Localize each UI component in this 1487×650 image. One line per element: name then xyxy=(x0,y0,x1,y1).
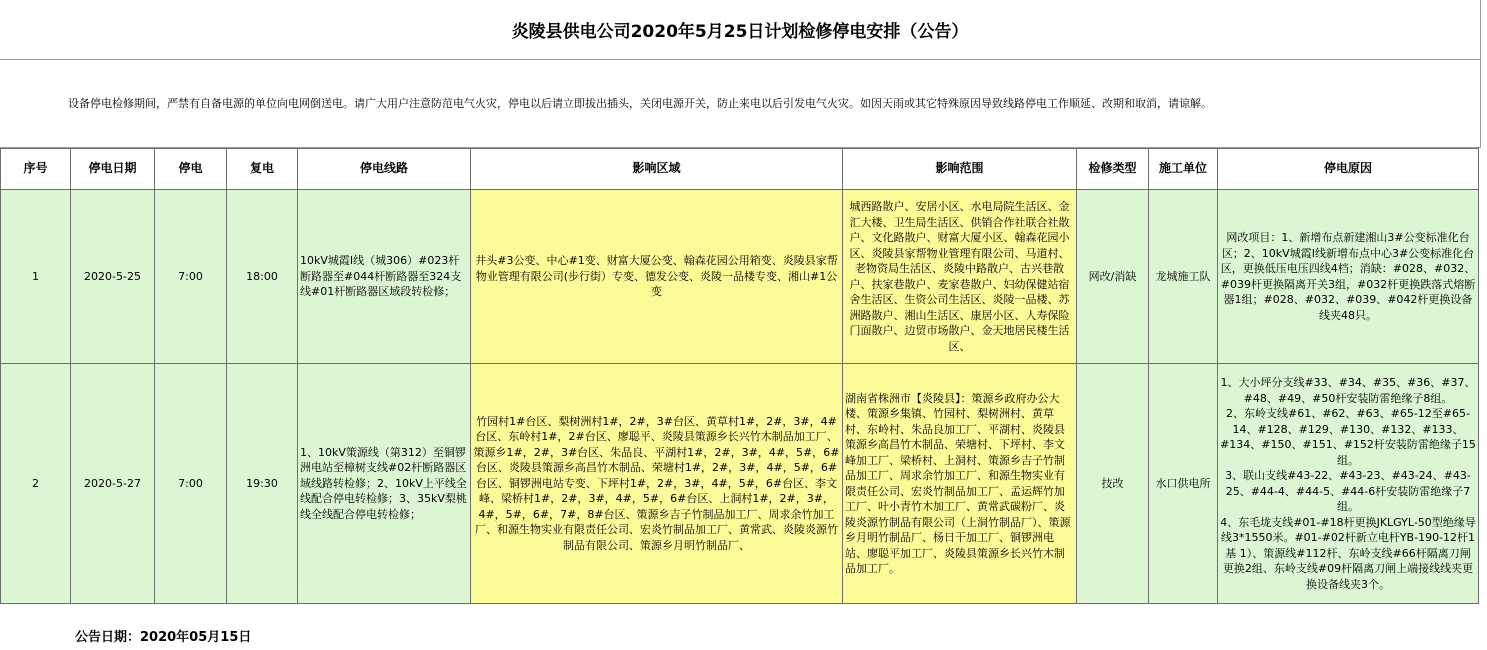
cell-line: 1、10kV策源线（第312）至铜锣洲电站至樟树支线#02杆断路器区域线路转检修；2、10kV上平线全线配合停电转检修；3、35kV梨桃线全线配合停电转检修； xyxy=(298,364,471,604)
header-on: 复电 xyxy=(227,149,298,190)
cell-unit: 龙城施工队 xyxy=(1149,190,1218,364)
cell-reason: 网改项目：1、新增布点新建湘山3#公变标准化台区；2、10kV城霞I线新增布点中心3#公变标准化台区，更换低压电压四线4档；消缺：#028、#032、#039杆更换隔离开关3组，#032杆更换跌落式熔断器1组；#028、#032、#039、#042杆更换设备线夹48只。 xyxy=(1218,190,1479,364)
cell-date: 2020-5-27 xyxy=(71,364,155,604)
header-date: 停电日期 xyxy=(71,149,155,190)
cell-type: 技改 xyxy=(1077,364,1149,604)
cell-scope: 湖南省株洲市【炎陵县】：策源乡政府办公大楼、策源乡集镇、竹园村、梨树洲村、黄草村、东岭村、朱品良加工厂、平湖村、炎陵县策源乡高昌竹木制品、荣塘村、下坪村、李文峰加工厂、梁桥村、上洞村、策源乡吉子竹制品加工厂、周求余竹加工厂、和源生物实业有限责任公司、宏炎竹制品加工厂、孟运辉竹加工厂、叶小青竹木加工厂、黄常武碳粉厂、炎陵炎源竹制品有限公司（上洞竹制品厂）、策源乡月明竹制品厂、杨日干加工厂、铜锣洲电站、廖聪平加工厂、炎陵县策源乡长兴竹木制品加工厂。 xyxy=(843,364,1077,604)
table-row xyxy=(1,190,1479,364)
cell-no: 1 xyxy=(1,190,71,364)
divider xyxy=(1480,0,1481,148)
outage-table xyxy=(0,148,1479,604)
notice-text: 设备停电检修期间，严禁有自备电源的单位向电网倒送电。请广大用户注意防范电气火灾，停电以后请立即拔出插头，关闭电源开关，防止来电以后引发电气火灾。如因天雨或其它特殊原因导致线路停电工作顺延、改期和取消，请谅解。 xyxy=(0,59,1480,148)
cell-on: 19:30 xyxy=(227,364,298,604)
cell-off: 7:00 xyxy=(155,190,227,364)
cell-scope: 城西路散户、安居小区、水电局院生活区、金汇大楼、卫生局生活区、供销合作社联合社散户、文化路散户、财富大厦小区、翰森花园小区、炎陵县家帮物业管理有限公司、马道村、老物资局生活区、炎陵中路散户、古兴巷散户、扶家巷散户、麦家巷散户、妇幼保健站宿舍生活区、生资公司生活区、炎陵一品楼、苏洲路散户、湘山生活区、康居小区、人寿保险门面散户、边贸市场散户、金天地居民楼生活区、 xyxy=(843,190,1077,364)
header-area: 影响区域 xyxy=(471,149,843,190)
cell-date: 2020-5-25 xyxy=(71,190,155,364)
reason-line: 3、联山支线#43-22、#43-23、#43-24、#43-25、#44-4、#44-5、#44-6杆安装防雷绝缘子7组。 xyxy=(1225,469,1471,513)
table-header-row xyxy=(1,149,1479,190)
cell-area: 竹园村1#台区、梨树洲村1#，2#，3#台区、黄草村1#，2#，3#，4#台区、东岭村1#，2#台区、廖聪平、炎陵县策源乡长兴竹木制品加工厂、策源乡1#，2#，3#台区、朱品良、平湖村1#，2#，3#，4#，5#，6#台区、炎陵县策源乡高昌竹木制品、荣塘村1#，2#，3#，4#，5#，6#台区、铜锣洲电站专变、下坪村1#，2#，3#，4#，5#，6#台区、李文峰、梁桥村1#，2#，3#，4#，5#，6#台区、上洞村1#，2#，3#，4#，5#，6#，7#，8#台区、策源乡吉子竹制品加工厂、周求余竹加工厂、和源生物实业有限责任公司、宏炎竹制品加工厂、黄常武、炎陵炎源竹制品有限公司、策源乡月明竹制品厂、 xyxy=(471,364,843,604)
cell-type: 网改/消缺 xyxy=(1077,190,1149,364)
page-title: 炎陵县供电公司2020年5月25日计划检修停电安排（公告） xyxy=(0,0,1480,60)
cell-no: 2 xyxy=(1,364,71,604)
cell-line: 10kV城霞I线（城306）#023杆断路器至#044杆断路器至324支线#01杆断路器区域段转检修； xyxy=(298,190,471,364)
header-line: 停电线路 xyxy=(298,149,471,190)
announcement-date: 公告日期：2020年05月15日 xyxy=(75,630,252,645)
header-scope: 影响范围 xyxy=(843,149,1077,190)
header-unit: 施工单位 xyxy=(1149,149,1218,190)
cell-off: 7:00 xyxy=(155,364,227,604)
reason-line: 1、大小坪分支线#33、#34、#35、#36、#37、#48、#49、#50杆安装防雷绝缘子8组。 xyxy=(1220,376,1476,405)
header-type: 检修类型 xyxy=(1077,149,1149,190)
reason-line: 4、东毛垅支线#01-#18杆更换JKLGYL-50型绝缘导线3*1550米。#01-#02杆新立电杆YB-190-12杆1基 1）、策源线#112杆、东岭支线#66杆隔离刀闸更换2组、东岭支线#09杆隔离刀闸上端接线线夹更换设备线夹3个。 xyxy=(1220,515,1476,591)
table-row xyxy=(1,364,1479,604)
header-reason: 停电原因 xyxy=(1218,149,1479,190)
cell-reason xyxy=(1218,364,1479,604)
reason-line: 2、东岭支线#61、#62、#63、#65-12至#65-14、#128、#129、#130、#132、#133、#134、#150、#151、#152杆安装防雷绝缘子15组。 xyxy=(1220,407,1476,467)
cell-area: 井头#3公变、中心#1变、财富大厦公变、翰森花园公用箱变、炎陵县家帮物业管理有限公司(步行街）专变、德发公变、炎陵一品楼专变、湘山#1公变 xyxy=(471,190,843,364)
cell-unit: 水口供电所 xyxy=(1149,364,1218,604)
header-no: 序号 xyxy=(1,149,71,190)
header-off: 停电 xyxy=(155,149,227,190)
cell-on: 18:00 xyxy=(227,190,298,364)
